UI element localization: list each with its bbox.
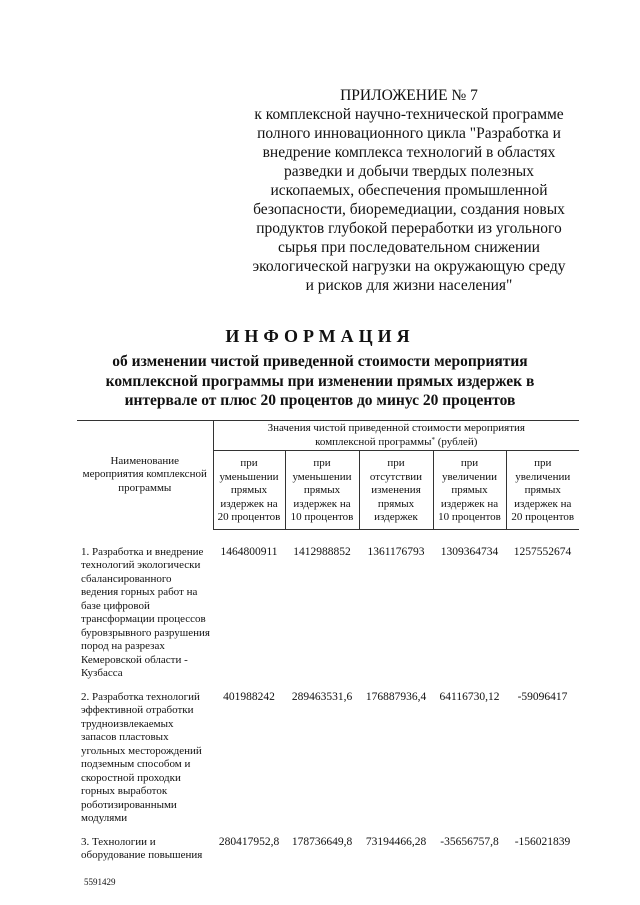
row-value: 280417952,8 [218, 835, 280, 848]
column-header: при увеличении прямых издержек на 10 процентов [433, 451, 506, 530]
row-value: 1412988852 [293, 545, 351, 558]
row-value: 1309364734 [440, 545, 499, 558]
table-spacer [77, 529, 579, 546]
appendix-line: экологической нагрузки на окружающую среду [252, 258, 566, 275]
subtitle-line: об изменении чистой приведенной стоимости мероприятия [112, 353, 528, 370]
row-value: 289463531,6 [291, 690, 353, 703]
appendix-line: полного инновационного цикла "Разработка и [257, 125, 561, 142]
subtitle-line: интервале от плюс 20 процентов до минус 20 процентов [124, 392, 516, 409]
appendix-line: внедрение комплекса технологий в областях [262, 144, 556, 161]
column-header: при отсутствии изменения прямых издержек [359, 451, 433, 530]
row-value: 401988242 [223, 690, 275, 703]
appendix-line: сырья при последовательном снижении [278, 239, 540, 256]
row-name: 2. Разработка технологий эффективной отработки трудноизвлекаемых запасов пластовых угольных месторождений подземным способом и скоростной проходки горных выработок роботизированными модулями [81, 690, 202, 824]
footer-code: 5591429 [84, 877, 116, 887]
group-header-unit: (рублей) [437, 435, 478, 448]
column-group-header [213, 421, 579, 451]
appendix-line: продуктов глубокой переработки из угольного [256, 220, 562, 237]
row-value: 73194466,28 [365, 835, 427, 848]
row-name: 3. Технологии и оборудование повышения [81, 835, 203, 861]
row-value: 64116730,12 [439, 690, 500, 703]
appendix-line: и рисков для жизни населения" [305, 277, 513, 294]
appendix-block [236, 86, 582, 295]
table-row [77, 836, 579, 873]
footnote-mark: * [431, 435, 435, 444]
table-row [77, 546, 579, 691]
column-header: при уменьшении прямых издержек на 20 процентов [213, 451, 285, 530]
row-value: -156021839 [514, 835, 571, 848]
table-row [77, 691, 579, 836]
group-header-line1: Значения чистой приведенной стоимости мероприятия [267, 422, 525, 434]
row-value: -35656757,8 [440, 835, 499, 848]
row-value: 176887936,4 [365, 690, 427, 703]
column-header-name: Наименование мероприятия комплексной программы [82, 454, 207, 494]
subtitle-line: комплексной программы при изменении прямых издержек в [105, 372, 535, 390]
row-value: 1361176793 [367, 545, 425, 558]
row-value: 1464800911 [220, 545, 278, 558]
group-header-line2: комплексной программы [315, 435, 432, 448]
column-header: при увеличении прямых издержек на 20 процентов [506, 451, 579, 530]
document-subtitle [100, 352, 540, 411]
row-value: 1257552674 [513, 545, 572, 558]
document-title: ИНФОРМАЦИЯ [225, 326, 415, 346]
appendix-line: разведки и добычи твердых полезных [284, 163, 534, 180]
row-value: 178736649,8 [291, 835, 353, 848]
row-value: -59096417 [517, 690, 568, 703]
row-name: 1. Разработка и внедрение технологий экологически сбалансированного ведения горных работ на базе цифровой трансформации процессов буровзрывного разрушения пород на разрезах Кемеровской области - Кузбасса [81, 545, 210, 679]
appendix-line: безопасности, биоремедиации, создания новых [253, 201, 565, 218]
column-header: при уменьшении прямых издержек на 10 процентов [285, 451, 359, 530]
appendix-line: к комплексной научно-технической программе [254, 106, 564, 123]
appendix-number: ПРИЛОЖЕНИЕ № 7 [340, 87, 478, 104]
appendix-line: ископаемых, обеспечения промышленной [270, 182, 548, 199]
npv-table [77, 420, 579, 873]
